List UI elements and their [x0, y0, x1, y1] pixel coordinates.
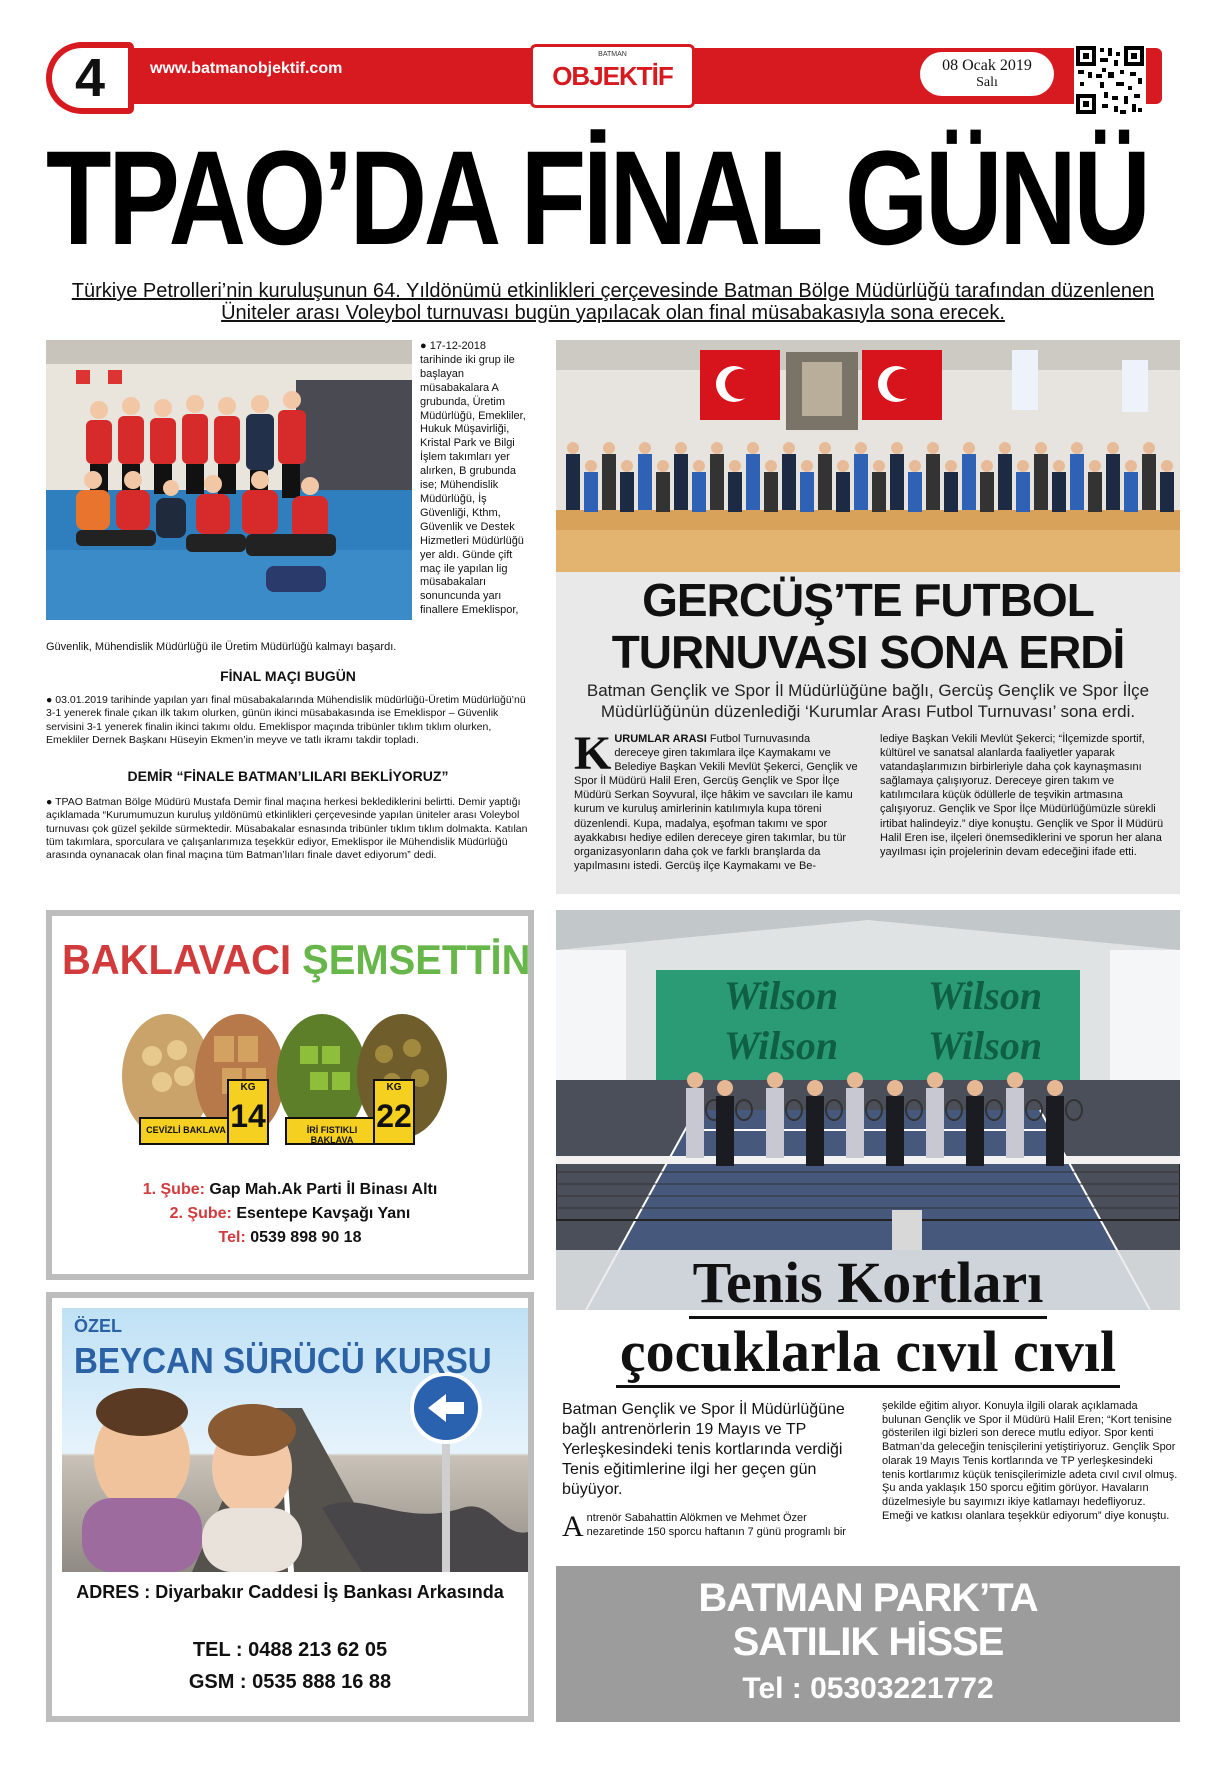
child-figure	[846, 1088, 864, 1158]
crowd-figure	[872, 472, 886, 512]
crowd-figure	[1142, 454, 1156, 510]
child-head	[1047, 1080, 1063, 1096]
banner-text-2: Wilson	[927, 973, 1043, 1018]
crowd-figure	[1124, 472, 1138, 512]
baklava-ad-info	[52, 1178, 528, 1250]
logo-text: OBJEKTİF	[552, 61, 673, 91]
child-figure	[766, 1088, 784, 1158]
crowd-figure	[692, 472, 706, 512]
crowd-figure	[1052, 472, 1066, 512]
child-figure	[966, 1096, 984, 1166]
crowd-head	[1071, 442, 1083, 454]
driving-school-tel: TEL : 0488 213 62 05	[192, 1639, 388, 1661]
crowd-head	[621, 460, 633, 472]
subheading-final: FİNAL MAÇI BUGÜN	[220, 668, 356, 684]
gercus-lead: Batman Gençlik ve Spor İl Müdürlüğüne bağlı, Gercüş Gençlik ve Spor İlçe Müdürlüğünün düzenlediği ‘Kurumlar Arası Futbol Turnuvası’ sona erdi.	[586, 681, 1150, 721]
baklava-ad-title-word2: ŞEMSETTİN	[302, 936, 531, 983]
crowd-figure	[764, 472, 778, 512]
crowd-head	[657, 460, 669, 472]
baklava-kg-2: KG	[386, 1082, 402, 1093]
baklava-price-1: 14	[230, 1098, 266, 1134]
tennis-headline-line2: çocuklarla cıvıl cıvıl	[616, 1319, 1120, 1388]
headline-subtitle: Türkiye Petrolleri’nin kuruluşunun 64. Yıldönümü etkinlikleri çerçevesinde Batman Bölge Müdürlüğü tarafından düzenlenen Üniteler arası Voleybol turnuvası bugün yapılacak olan final müsabakasıyla sona erecek.	[71, 280, 1155, 324]
crowd-figure	[1016, 472, 1030, 512]
article-tpao-intro: ● 17-12-2018 tarihinde iki grup ile başlayan müsabakalara A grubunda, Üretim Müdürlüğü, Emekliler, Hukuk Müşavirliği, Kristal Park ve Bilgi İşlem takımları yer alırken, B grubunda ise; Mühendislik Müdürlüğü, İş Güvenliği, Kthm, Güvenlik ve Destek Hizmetleri Müdürlüğü yer aldı. Günde çift maç ile yapılan lig müsabakaları sonuncunda yarı finallere Emeklispor,	[420, 340, 526, 617]
child-figure	[686, 1088, 704, 1158]
crowd-head	[603, 442, 615, 454]
page-number: 4	[46, 42, 134, 114]
crowd-head	[837, 460, 849, 472]
baklava-label-1: CEVİZLİ BAKLAVA	[146, 1125, 226, 1135]
article-tpao-final: ● 03.01.2019 tarihinde yapılan yarı final müsabakalarında Mühendislik müdürlüğü-Üretim Müdürlüğü’nü 3-1 yenerek finale çıkan ilk takım olurken, günün ikinci müsabakasında ise Emeklispor – Güvenlik servisini 3-1 yenerek finalin ikinci takımı oldu. Emeklispor maçında tribünler tıklım tıklım olurken, Emekliler Dernek Başkanı Hüseyin Ekmen’in meyve ve tatlı ikramı takdir topladı.	[46, 694, 526, 746]
baklava-ad-title	[62, 936, 531, 984]
baklava-label-2: İRİ FISTIKLI BAKLAVA	[306, 1125, 358, 1145]
issue-date-box	[920, 52, 1054, 96]
crowd-head	[855, 442, 867, 454]
website-link[interactable]: www.batmanobjektif.com	[150, 60, 343, 77]
banner-text-3: Wilson	[723, 1023, 839, 1068]
article-tpao-demir: ● TPAO Batman Bölge Müdürü Mustafa Demir final maçına herkesi beklediklerini belirtti. Demir yaptığı açıklamada “Kurumumuzun kuruluş yıldönümü etkinlikleri çerçevesinde yapılan üniteler arası Voleybol turnuvası çok güzel şekilde sürmektedir. Müsabakalar esnasında tribünler tıklım tıklım dolmakta. Katılan tüm takımlara, sporculara ve çalışanlarımıza teşekkür ediyor, Emeklispor ile Mühendislik Müdürlüğü arasında oynanacak olan final maçına tüm Batman’lıları finale davet ediyorum” dedi.	[46, 796, 528, 862]
gercus-dropcap: K	[574, 727, 612, 780]
crowd-figure	[908, 472, 922, 512]
subheading-demir: DEMİR “FİNALE BATMAN’LILARI BEKLİYORUZ”	[127, 768, 449, 784]
tennis-headline	[556, 1244, 1180, 1400]
crowd-head	[711, 442, 723, 454]
crowd-head	[1089, 460, 1101, 472]
crowd-head	[909, 460, 921, 472]
crowd-figure	[944, 472, 958, 512]
branch2-label: 2. Şube:	[169, 1205, 232, 1222]
child-figure	[1006, 1088, 1024, 1158]
crowd-figure	[584, 472, 598, 512]
crowd-figure	[1034, 454, 1048, 510]
batman-park-ad-line2: SATILIK HİSSE	[732, 1620, 1004, 1664]
gercus-lead-word: URUMLAR ARASI	[614, 733, 707, 745]
crowd-figure	[782, 454, 796, 510]
crowd-figure	[890, 454, 904, 510]
driving-school-phones	[52, 1634, 528, 1698]
child-head	[717, 1080, 733, 1096]
driving-school-name: BEYCAN SÜRÜCÜ KURSU	[74, 1340, 492, 1381]
baklava-price-2: 22	[376, 1098, 412, 1134]
baklava-ad-title-word1: BAKLAVACI	[62, 936, 292, 983]
baklava-tel: 0539 898 90 18	[250, 1229, 362, 1246]
crowd-figure	[854, 454, 868, 510]
tennis-column-2: şekilde eğitim alıyor. Konuyla ilgili olarak açıklamada bulunan Gençlik ve Spor il Müdürü Halil Eren; “Kort tenisine gösterilen ilgi bizleri son derece mutlu ediyor. Spor kenti Batman’da geleceğin tenisçilerini yetiştiriyoruz. Gençlik Spor olarak 19 Mayıs Tenis kortlarında ve TP yerleşkesindeki tenis kortlarımız küçük tenisçilerimizle adeta cıvıl cıvıl olmuş. Şu anda yaklaşık 150 sporcu eğitim görüyor. Havaların düzelmesiyle bu sayımızı ikiye katlamayı hedefliyoruz. Emeği ve katkısı olanlara teşekkür ediyorum” diye konuştu.	[882, 1400, 1178, 1522]
gercus-headline-line2: TURNUVASI SONA ERDİ	[611, 626, 1125, 678]
issue-day: Salı	[976, 75, 998, 90]
driving-school-ad	[46, 1292, 534, 1722]
child-figure	[886, 1096, 904, 1166]
crowd-head	[693, 460, 705, 472]
crowd-figure	[818, 454, 832, 510]
crowd-head	[783, 442, 795, 454]
article-tpao-intro-end: Güvenlik, Mühendislik Müdürlüğü ile Üretim Müdürlüğü kalmayı başardı.	[46, 641, 397, 653]
crowd-figure	[602, 454, 616, 510]
crowd-head	[873, 460, 885, 472]
football-ceremony-photo	[556, 340, 1180, 572]
crowd-figure	[980, 472, 994, 512]
branch1-address: Gap Mah.Ak Parti İl Binası Altı	[209, 1181, 438, 1198]
crowd-figure	[1106, 454, 1120, 510]
crowd-head	[1125, 460, 1137, 472]
baklava-ad	[46, 910, 534, 1280]
crowd-head	[1107, 442, 1119, 454]
batman-park-ad-line1: BATMAN PARK’TA	[698, 1576, 1038, 1620]
newspaper-logo	[530, 44, 695, 108]
crowd-figure	[620, 472, 634, 512]
crowd-figure	[566, 454, 580, 510]
crowd-figure	[800, 472, 814, 512]
crowd-figure	[728, 472, 742, 512]
baklava-kg-1: KG	[240, 1082, 256, 1093]
crowd-figure	[1160, 472, 1174, 512]
crowd-head	[567, 442, 579, 454]
driving-school-gsm: GSM : 0535 888 16 88	[188, 1671, 392, 1693]
crowd-figure	[962, 454, 976, 510]
child-head	[767, 1072, 783, 1088]
crowd-figure	[746, 454, 760, 510]
child-head	[847, 1072, 863, 1088]
crowd-head	[963, 442, 975, 454]
crowd-head	[1053, 460, 1065, 472]
crowd-head	[1035, 442, 1047, 454]
tennis-headline-line1: Tenis Kortları	[689, 1250, 1048, 1319]
crowd-head	[819, 442, 831, 454]
crowd-head	[639, 442, 651, 454]
crowd-head	[981, 460, 993, 472]
branch2-address: Esentepe Kavşağı Yanı	[236, 1205, 411, 1222]
driving-school-ozel: ÖZEL	[74, 1316, 122, 1336]
child-head	[887, 1080, 903, 1096]
crowd-head	[801, 460, 813, 472]
crowd-figure	[656, 472, 670, 512]
gercus-column-1-text: Futbol Turnuvasında dereceye giren takımlara ilçe Kaymakamı ve Belediye Başkan Vekili Mevlüt Şekerci, Gençlik ve Spor İl Müdürü Halil Eren, Gercüş Gençlik ve Spor İlçe Müdürü Serkan Soyvural, ilçe hâkim ve savcıları ile kamu kurum ve kuruluş amirlerinin katılımıyla kupa töreni düzenlendi. Kupa, madalya, eşofman takımı ve spor ayakkabısı hediye edilen dereceye giren takımlar, bu tür organizasyonların daha çok ve farklı branşlarda da yapılmasını istedi. Gercüş ilçe Kaymakamı ve Be-	[574, 733, 858, 872]
crowd-figure	[638, 454, 652, 510]
driving-school-address: ADRES : Diyarbakır Caddesi İş Bankası Arkasında	[76, 1582, 504, 1602]
crowd-head	[765, 460, 777, 472]
banner-text-4: Wilson	[927, 1023, 1043, 1068]
gercus-headline-line1: GERCÜŞ’TE FUTBOL	[642, 574, 1094, 626]
baklava-tel-label: Tel:	[218, 1229, 246, 1246]
crowd-head	[1143, 442, 1155, 454]
tennis-column-1-text: ntrenör Sabahattin Alökmen ve Mehmet Özer nezaretinde 150 sporcu haftanın 7 günü programlı bir	[586, 1512, 846, 1538]
gercus-column-1	[574, 727, 858, 873]
crowd-figure	[1088, 472, 1102, 512]
gercus-headline	[556, 574, 1180, 678]
crowd-head	[729, 460, 741, 472]
crowd-head	[945, 460, 957, 472]
crowd-head	[891, 442, 903, 454]
batman-park-ad-phone: Tel : 05303221772	[742, 1672, 994, 1705]
crowd-figure	[674, 454, 688, 510]
child-figure	[716, 1096, 734, 1166]
crowd-head	[747, 442, 759, 454]
child-head	[807, 1080, 823, 1096]
main-headline: TPAO’DA FİNAL GÜNÜ	[46, 124, 1148, 273]
child-head	[687, 1072, 703, 1088]
crowd-head	[927, 442, 939, 454]
child-head	[967, 1080, 983, 1096]
banner-text-1: Wilson	[723, 973, 839, 1018]
batman-park-ad	[556, 1566, 1180, 1722]
child-head	[1007, 1072, 1023, 1088]
volleyball-team-photo	[46, 340, 412, 620]
child-figure	[806, 1096, 824, 1166]
gercus-column-2: lediye Başkan Vekili Mevlüt Şekerci; “İlçemizde sportif, kültürel ve sanatsal alanlarda faaliyetler yaparak vatandaşlarımızın birbirleriyle daha çok kaynaşmasını sağlamaya çalışıyoruz. Dereceye giren takım ve katılımcılara küçük ödüllerle de teşvikin artmasına çalışıyoruz. Gençlik ve Spor İlçe Müdürlüğümüzle sürekli irtibat halindeyiz.” diye konuştu. Gençlik ve Spor İl Müdürü Halil Eren ise, ilçeleri önemsediklerini ve sporun her alana yayılması için projelerinin devam edeceğini ifade etti.	[880, 733, 1164, 858]
crowd-figure	[1070, 454, 1084, 510]
crowd-figure	[926, 454, 940, 510]
driving-school-image	[62, 1308, 528, 1572]
branch1-label: 1. Şube:	[142, 1181, 205, 1198]
tennis-column-1	[562, 1510, 848, 1543]
crowd-head	[585, 460, 597, 472]
crowd-head	[999, 442, 1011, 454]
baklava-trays-image	[122, 1006, 458, 1156]
crowd-head	[1161, 460, 1173, 472]
logo-top-text: BATMAN	[598, 51, 627, 58]
crowd-figure	[710, 454, 724, 510]
crowd-head	[675, 442, 687, 454]
child-figure	[1046, 1096, 1064, 1166]
tennis-lead: Batman Gençlik ve Spor İl Müdürlüğüne bağlı antrenörlerin 19 Mayıs ve TP Yerleşkesindeki tenis kortlarında verdiği Tenis eğitimlerine ilgi her geçen gün büyüyor.	[562, 1401, 845, 1498]
qr-code-icon	[1074, 44, 1146, 116]
crowd-head	[1017, 460, 1029, 472]
crowd-figure	[998, 454, 1012, 510]
crowd-figure	[836, 472, 850, 512]
child-figure	[926, 1088, 944, 1158]
issue-date: 08 Ocak 2019	[942, 57, 1032, 74]
child-head	[927, 1072, 943, 1088]
tennis-dropcap: A	[562, 1510, 584, 1543]
